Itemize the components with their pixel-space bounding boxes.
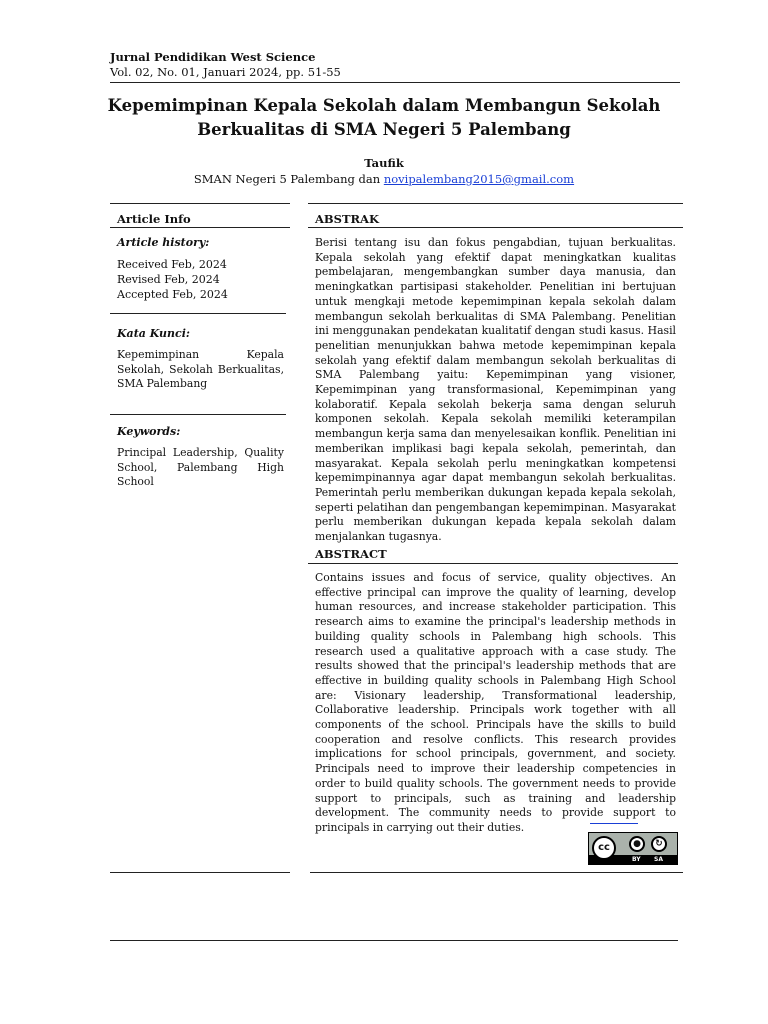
sa-label: SA [654, 856, 663, 863]
by-icon: ● [629, 836, 645, 852]
abstrak-text: Berisi tentang isu dan fokus pengabdian, tujuan berkualitas. Kepala sekolah yang efektif dapat meningkatkan kualitas pembelajaran, mengembangkan sumber daya manusia, dan meningkatkan partisipasi stakeholder. Penelitian ini bertujuan untuk mengkaji metode kepemimpinan kepala sekolah dalam membangun sekolah berkualitas di SMA Palembang. Penelitian ini menggunakan pendekatan kualitatif dengan studi kasus. Hasil penelitian menunjukkan bahwa metode kepemimpinan kepala sekolah yang efektif dalam membangun sekolah berkualitas di SMA Palembang yaitu: Kepemimpinan yang visioner, Kepemimpinan yang transformasional, Kepemimpinan yang kolaboratif. Kepala sekolah bekerja sama dengan seluruh komponen sekolah. Kepala sekolah memiliki keterampilan membangun kerja sama dan menyelesaikan konflik. Penelitian ini memberikan implikasi bagi kepala sekolah, pemerintah, dan masyarakat. Kepala sekolah perlu meningkatkan kompetensi kepemimpinannya agar dapat membangun sekolah berkualitas. Pemerintah perlu memberikan dukungan kepada kepala sekolah, seperti pelatihan dan pengembangan kepemimpinan. Masyarakat perlu memberikan dukungan kepada kepala sekolah dalam menjalankan tugasnya. [315, 236, 676, 544]
kata-kunci-label: Kata Kunci: [117, 327, 190, 340]
paper-title [90, 94, 678, 142]
cc-by-sa-license-badge[interactable] [588, 832, 678, 865]
paper-title-line2: Berkualitas di SMA Negeri 5 Palembang [197, 120, 571, 139]
keywords-rule [110, 414, 286, 415]
keywords-text: Principal Leadership, Quality School, Palembang High School [117, 446, 284, 489]
abstract-text: Contains issues and focus of service, quality objectives. An effective principal can improve the quality of learning, develop human resources, and increase stakeholder participation. This research aims to examine the principal's leadership methods in building quality schools in Palembang high schools. This research used a qualitative approach with a case study. The results showed that the principal's leadership methods that are effective in building quality schools in Palembang High School are: Visionary leadership, Transformational leadership, Collaborative leadership. Principals work together with all components of the school. Principals have the skills to build cooperation and resolve conflicts. This research provides implications for school principals, government, and society. Principals need to improve their leadership competencies in order to build quality schools. The government needs to provide support to principals, such as training and leadership development. The community needs to provide support to principals in carrying out their duties. [315, 571, 676, 834]
by-label: BY [632, 856, 641, 863]
paper-title-line1: Kepemimpinan Kepala Sekolah dalam Membangun Sekolah [107, 96, 661, 115]
footer-rule [110, 940, 678, 941]
left-column-bottom-rule [110, 872, 290, 873]
affiliation-text: SMAN Negeri 5 Palembang dan [193, 172, 384, 186]
abstrak-top-rule [308, 203, 683, 204]
accepted-date: Accepted Feb, 2024 [117, 288, 228, 301]
journal-name: Jurnal Pendidikan West Science [110, 50, 316, 64]
author-name: Taufik [364, 156, 404, 170]
revised-date: Revised Feb, 2024 [117, 273, 220, 286]
abstract-rule [308, 563, 678, 564]
abstrak-heading: ABSTRAK [315, 212, 379, 226]
abstrak-bottom-rule [308, 227, 683, 228]
abstract-heading: ABSTRACT [315, 547, 387, 561]
article-info-top-rule [110, 203, 290, 204]
cc-icon: cc [592, 836, 616, 860]
kata-kunci-rule [110, 313, 286, 314]
article-info-bottom-rule [110, 227, 290, 228]
kata-kunci-text: Kepemimpinan Kepala Sekolah, Sekolah Berkualitas, SMA Palembang [117, 348, 284, 391]
received-date: Received Feb, 2024 [117, 258, 227, 271]
author-email-link[interactable]: novipalembang2015@gmail.com [383, 172, 575, 186]
article-info-heading: Article Info [117, 212, 191, 226]
author-affiliation [90, 172, 678, 186]
keywords-label: Keywords: [117, 425, 181, 438]
right-column-bottom-rule [310, 872, 683, 873]
license-link-underline[interactable] [590, 823, 638, 824]
journal-volume: Vol. 02, No. 01, Januari 2024, pp. 51-55 [110, 65, 341, 79]
header-divider [110, 82, 680, 83]
sa-icon: ↻ [651, 836, 667, 852]
article-history-label: Article history: [117, 236, 210, 249]
